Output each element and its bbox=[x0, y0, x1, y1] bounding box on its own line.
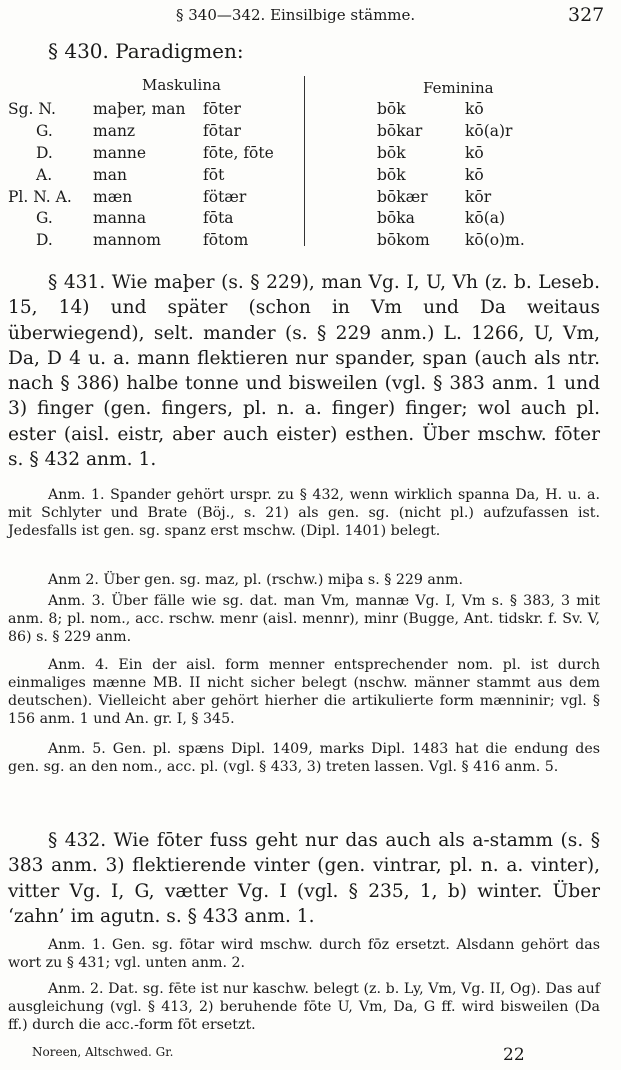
masc-form-2: fōtom bbox=[203, 231, 249, 249]
fem-form-2: kōr bbox=[465, 188, 492, 206]
section-432-text: § 432. Wie fōter fuss geht nur das auch als a-stamm (s. § 383 anm. 3) flektierende vinter (gen. vintrar, pl. n. a. vinter), vitter Vg. I, G, vætter Vg. I (vgl. § 235, 1, b) winter. Über ‘zahn’ im agutn. s. § 433 anm. 1. bbox=[8, 830, 600, 927]
section-431-note-3: Anm. 3. Über fälle wie sg. dat. man Vm, mannæ Vg. I, Vm s. § 383, 3 mit anm. 8; pl. nom., acc. rschw. menr (aisl. mennr), minr (Bugge, Ant. tidskr. f. Sv. V, 86) s. § 229 anm. bbox=[8, 593, 600, 646]
masc-form-1: mannom bbox=[93, 231, 161, 249]
running-header bbox=[0, 4, 621, 28]
masc-form-2: fōter bbox=[203, 100, 241, 118]
fem-form-2: kō(o)m. bbox=[465, 231, 525, 249]
table-row bbox=[0, 122, 621, 143]
fem-form-2: kō(a)r bbox=[465, 122, 513, 140]
fem-form-2: kō(a) bbox=[465, 209, 506, 227]
fem-form-1: bōka bbox=[377, 209, 415, 227]
table-row bbox=[0, 166, 621, 187]
masc-form-2: fōte, fōte bbox=[203, 144, 274, 162]
masc-form-2: fōta bbox=[203, 209, 234, 227]
masc-form-1: manne bbox=[93, 144, 147, 162]
table-row bbox=[0, 231, 621, 252]
section-431-note-5: Anm. 5. Gen. pl. spæns Dipl. 1409, marks Dipl. 1483 hat die endung des gen. sg. an den nom., acc. pl. (vgl. § 433, 3) treten lassen. Vgl. § 416 anm. 5. bbox=[8, 741, 600, 776]
section-431-note-4: Anm. 4. Ein der aisl. form menner entsprechender nom. pl. ist durch einmaliges mænne MB. II nicht sicher belegt (nschw. männer stammt aus dem deutschen). Vielleicht aber gehört hierher die artikulierte form mænninir; vgl. § 156 anm. 1 und An. gr. I, § 345. bbox=[8, 657, 600, 728]
section-431-note-1: Anm. 1. Spander gehört urspr. zu § 432, wenn wirklich spanna Da, H. u. a. mit Schlyter und Brate (Böj., s. 21) als gen. sg. (nicht pl.) aufzufassen ist. Jedesfalls ist gen. sg. spanz erst mschw. (Dipl. 1401) belegt. bbox=[8, 487, 600, 540]
masc-form-1: mæn bbox=[93, 188, 133, 206]
masc-form-1: maþer, man bbox=[93, 100, 186, 118]
fem-form-2: kō bbox=[465, 100, 484, 118]
section-432-note-1: Anm. 1. Gen. sg. fōtar wird mschw. durch fōz ersetzt. Alsdann gehört das wort zu § 431; vgl. unten anm. 2. bbox=[8, 937, 600, 972]
page-number: 327 bbox=[568, 4, 605, 26]
masculine-heading: Maskulina bbox=[142, 76, 221, 94]
masc-form-1: man bbox=[93, 166, 127, 184]
section-431-text: § 431. Wie maþer (s. § 229), man Vg. I, U, Vh (z. b. Leseb. 15, 14) und später (schon in Vm und Da weitaus überwiegend), selt. mander (s. § 229 anm.) L. 1266, U, Vm, Da, D 4 u. a. mann flektieren nur spander, span (auch als ntr. nach § 386) halbe tonne und bisweilen (vgl. § 383 anm. 1 und 3) finger (gen. fingers, pl. n. a. finger) finger; wol auch pl. ester (aisl. eistr, aber auch eister) esthen. Über mschw. fōter s. § 432 anm. 1. bbox=[8, 272, 600, 471]
fem-form-1: bōk bbox=[377, 166, 406, 184]
table-row bbox=[0, 100, 621, 121]
feminine-heading: Feminina bbox=[423, 79, 494, 97]
masc-form-2: fōtar bbox=[203, 122, 241, 140]
fem-form-2: kō bbox=[465, 166, 484, 184]
table-row bbox=[0, 188, 621, 209]
signature-line: Noreen, Altschwed. Gr. bbox=[32, 1045, 174, 1059]
fem-form-2: kō bbox=[465, 144, 484, 162]
masc-form-2: fōt bbox=[203, 166, 225, 184]
case-label: G. bbox=[36, 122, 53, 140]
case-label: D. bbox=[36, 231, 53, 249]
table-row bbox=[0, 209, 621, 230]
section-431-note-2: Anm 2. Über gen. sg. maz, pl. (rschw.) miþa s. § 229 anm. bbox=[48, 572, 463, 588]
fem-form-1: bōkom bbox=[377, 231, 430, 249]
fem-form-1: bōk bbox=[377, 144, 406, 162]
case-label: G. bbox=[36, 209, 53, 227]
fem-form-1: bōkær bbox=[377, 188, 428, 206]
masc-form-2: fötær bbox=[203, 188, 247, 206]
sheet-number: 22 bbox=[503, 1045, 525, 1065]
table-row bbox=[0, 144, 621, 165]
masc-form-1: manz bbox=[93, 122, 136, 140]
case-label: Pl. N. A. bbox=[8, 188, 72, 206]
running-title: § 340—342. Einsilbige stämme. bbox=[176, 6, 416, 24]
section-432-note-2: Anm. 2. Dat. sg. fēte ist nur kaschw. belegt (z. b. Ly, Vm, Vg. II, Og). Das auf ausgleichung (vgl. § 413, 2) beruhende fōte U, Vm, Da, G ff. wird bisweilen (Da ff.) durch die acc.-form fōt ersetzt. bbox=[8, 981, 600, 1034]
fem-form-1: bōkar bbox=[377, 122, 423, 140]
section-430-title: § 430. Paradigmen: bbox=[48, 39, 244, 63]
case-label: Sg. N. bbox=[8, 100, 56, 118]
masc-form-1: manna bbox=[93, 209, 147, 227]
fem-form-1: bōk bbox=[377, 100, 406, 118]
case-label: A. bbox=[36, 166, 53, 184]
case-label: D. bbox=[36, 144, 53, 162]
